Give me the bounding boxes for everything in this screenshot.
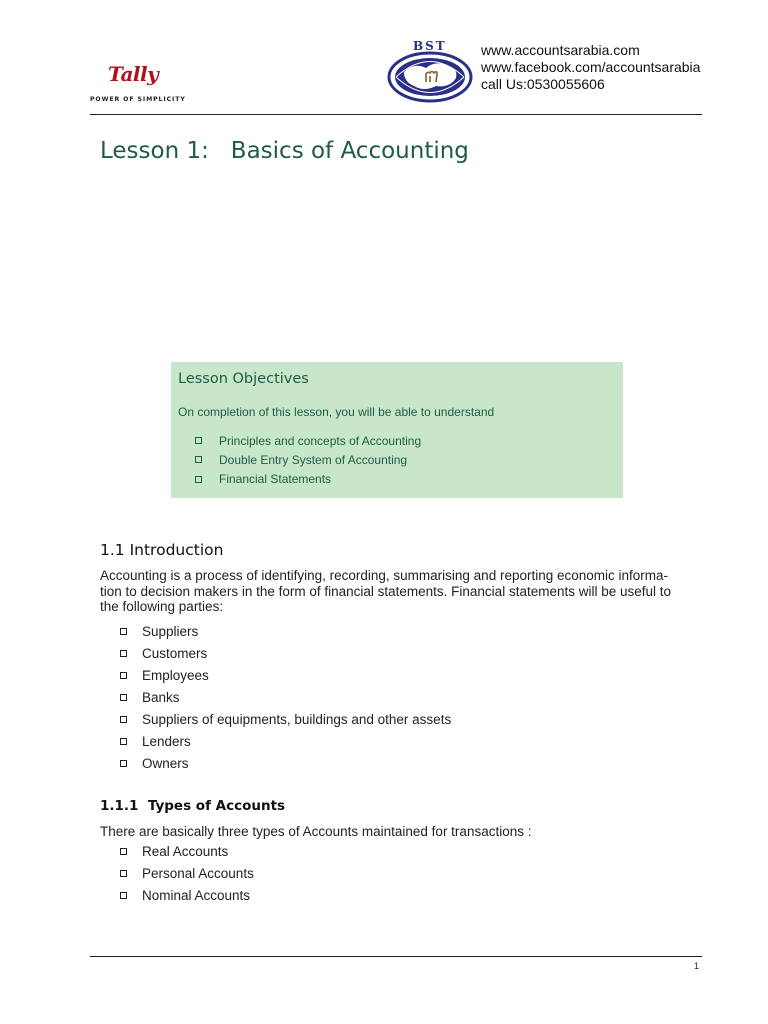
contact-info	[481, 42, 700, 93]
header-divider	[90, 114, 702, 115]
list-item: Employees	[120, 664, 451, 686]
introduction-paragraph: Accounting is a process of identifying, recording, summarising and reporting economic informa- tion to decision makers in the form of financial statements. Financial statements will be useful to the following parties:	[100, 568, 672, 614]
square-bullet-icon	[120, 892, 127, 899]
tally-logo	[88, 60, 186, 106]
parties-list	[120, 620, 451, 774]
list-item: Banks	[120, 686, 451, 708]
introduction-heading: 1.1 Introduction	[100, 541, 224, 559]
objectives-intro: On completion of this lesson, you will be able to understand	[178, 405, 495, 419]
square-bullet-icon	[120, 672, 127, 679]
account-types-list	[120, 840, 254, 907]
square-bullet-icon	[120, 870, 127, 877]
phone-number: call Us:0530055606	[481, 76, 605, 92]
objective-item: Financial Statements	[195, 470, 421, 489]
square-bullet-icon	[195, 456, 202, 463]
list-item: Suppliers	[120, 620, 451, 642]
list-item: Nominal Accounts	[120, 885, 254, 907]
square-bullet-icon	[120, 848, 127, 855]
square-bullet-icon	[120, 760, 127, 767]
website-link[interactable]: www.accountsarabia.com	[481, 42, 640, 58]
square-bullet-icon	[120, 650, 127, 657]
objectives-list	[195, 431, 421, 489]
footer-divider	[90, 956, 702, 957]
list-item: Lenders	[120, 730, 451, 752]
list-item: Personal Accounts	[120, 862, 254, 884]
lesson-objectives-box	[171, 362, 623, 498]
square-bullet-icon	[195, 476, 202, 483]
list-item: Owners	[120, 752, 451, 774]
square-bullet-icon	[120, 628, 127, 635]
bst-logo-text: BST	[413, 39, 447, 53]
types-of-accounts-heading: 1.1.1 Types of Accounts	[100, 798, 286, 814]
list-item: Real Accounts	[120, 840, 254, 862]
objective-item: Double Entry System of Accounting	[195, 450, 421, 469]
facebook-link[interactable]: www.facebook.com/accountsarabia	[481, 59, 701, 75]
objectives-heading: Lesson Objectives	[178, 371, 309, 387]
bst-logo	[386, 38, 478, 104]
square-bullet-icon	[120, 716, 127, 723]
page-number: 1	[694, 961, 700, 971]
tally-logo-tagline: POWER OF SIMPLICITY	[90, 96, 186, 103]
types-of-accounts-intro: There are basically three types of Accounts maintained for transactions :	[100, 824, 532, 839]
bst-globe-icon	[386, 38, 478, 104]
square-bullet-icon	[195, 437, 202, 444]
tally-logo-word: Tally	[108, 62, 159, 86]
square-bullet-icon	[120, 694, 127, 701]
list-item: Suppliers of equipments, buildings and other assets	[120, 708, 451, 730]
objective-item: Principles and concepts of Accounting	[195, 431, 421, 450]
list-item: Customers	[120, 642, 451, 664]
square-bullet-icon	[120, 738, 127, 745]
lesson-title: Lesson 1: Basics of Accounting	[100, 138, 469, 164]
